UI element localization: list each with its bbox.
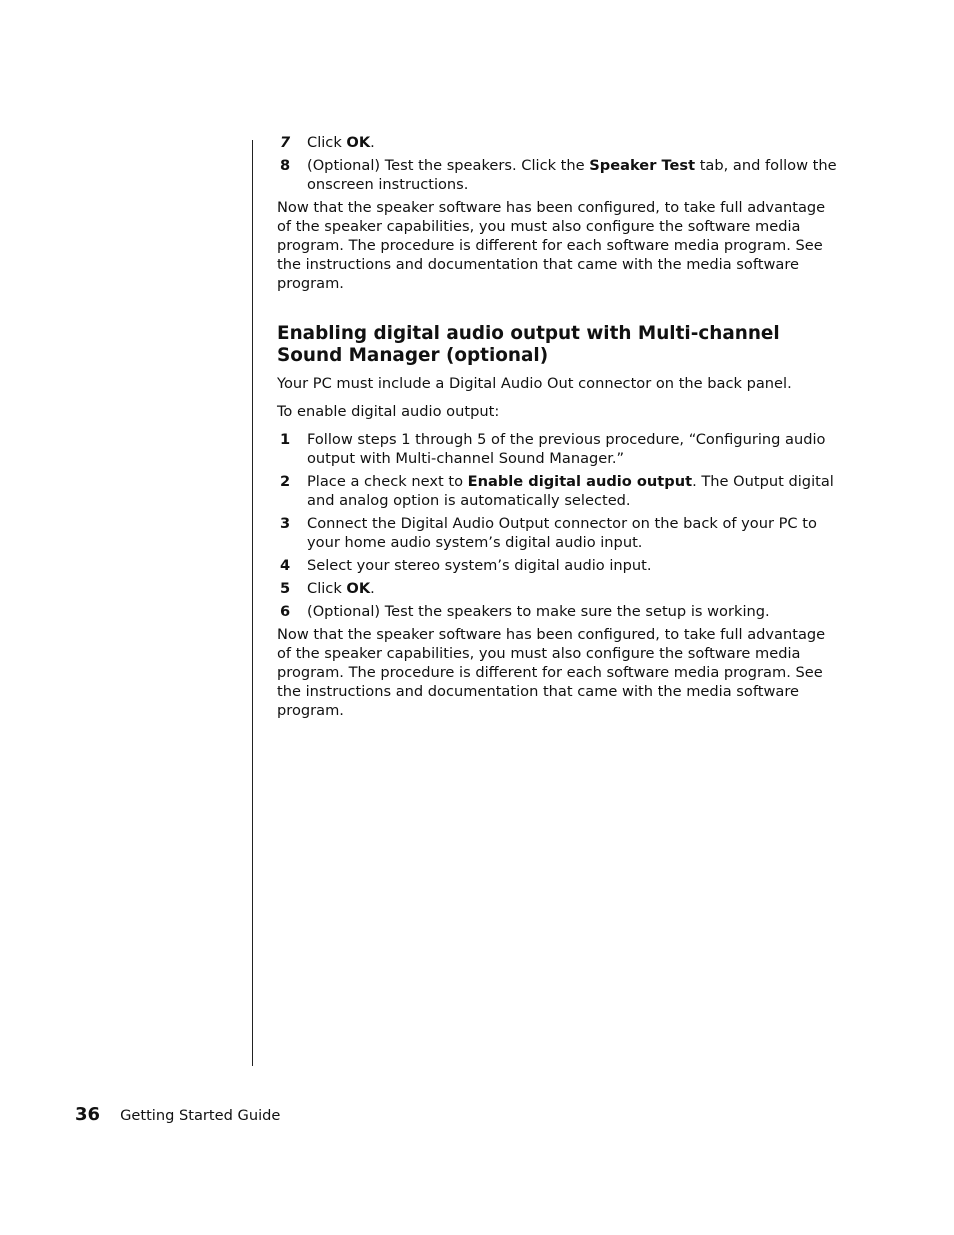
step-bold-text: Enable digital audio output — [467, 473, 693, 490]
body-paragraph-1: Now that the speaker software has been configured, to take full advantage of the speaker capabilities, you must also configure the software media program. The procedure is different for each software media program. See the instructions and documentation that came with the media software program. — [277, 199, 826, 292]
step-number: 6 — [280, 603, 291, 620]
step-text: . The Output digital and analog option is automatically selected. — [307, 473, 834, 509]
step-bold-text: OK — [346, 134, 371, 151]
step-6 — [277, 602, 842, 621]
margin-rule — [252, 140, 253, 1066]
step-number: 7 — [280, 134, 291, 151]
step-3 — [277, 514, 842, 552]
step-4 — [277, 556, 842, 575]
page-content — [277, 133, 842, 720]
step-2 — [277, 472, 842, 510]
step-7 — [277, 133, 842, 152]
step-number: 1 — [280, 431, 291, 448]
step-bold-text: Speaker Test — [589, 157, 696, 174]
step-text: (Optional) Test the speakers to make sure the setup is working. — [307, 603, 770, 620]
intro-paragraph-2: To enable digital audio output: — [277, 403, 500, 420]
step-number: 3 — [280, 515, 291, 532]
step-bold-text: OK — [346, 580, 371, 597]
page-footer — [75, 1104, 280, 1127]
step-text: Click — [307, 134, 347, 151]
step-text: Follow steps 1 through 5 of the previous procedure, “Configuring audio output with Multi-channel Sound Manager.” — [307, 431, 826, 467]
step-text: tab, and follow the onscreen instructions. — [307, 157, 837, 193]
footer-title: Getting Started Guide — [120, 1107, 281, 1124]
step-8 — [277, 156, 842, 194]
step-text: (Optional) Test the speakers. Click the — [307, 157, 590, 174]
step-text: Place a check next to — [307, 473, 468, 490]
step-text: Click — [307, 580, 347, 597]
step-text: Connect the Digital Audio Output connector on the back of your PC to your home audio system’s digital audio input. — [307, 515, 817, 551]
step-number: 4 — [280, 557, 291, 574]
step-5 — [277, 579, 842, 598]
page-number: 36 — [75, 1104, 101, 1125]
step-1 — [277, 430, 842, 468]
section-heading: Enabling digital audio output with Multi-channel Sound Manager (optional) — [277, 323, 780, 366]
intro-paragraph-1: Your PC must include a Digital Audio Out connector on the back panel. — [277, 375, 792, 392]
body-paragraph-2: Now that the speaker software has been configured, to take full advantage of the speaker capabilities, you must also configure the software media program. The procedure is different for each software media program. See the instructions and documentation that came with the media software program. — [277, 626, 826, 719]
step-text: . — [370, 580, 375, 597]
step-text: Select your stereo system’s digital audio input. — [307, 557, 652, 574]
step-number: 2 — [280, 473, 291, 490]
step-number: 8 — [280, 157, 291, 174]
step-number: 5 — [280, 580, 291, 597]
step-text: . — [370, 134, 375, 151]
